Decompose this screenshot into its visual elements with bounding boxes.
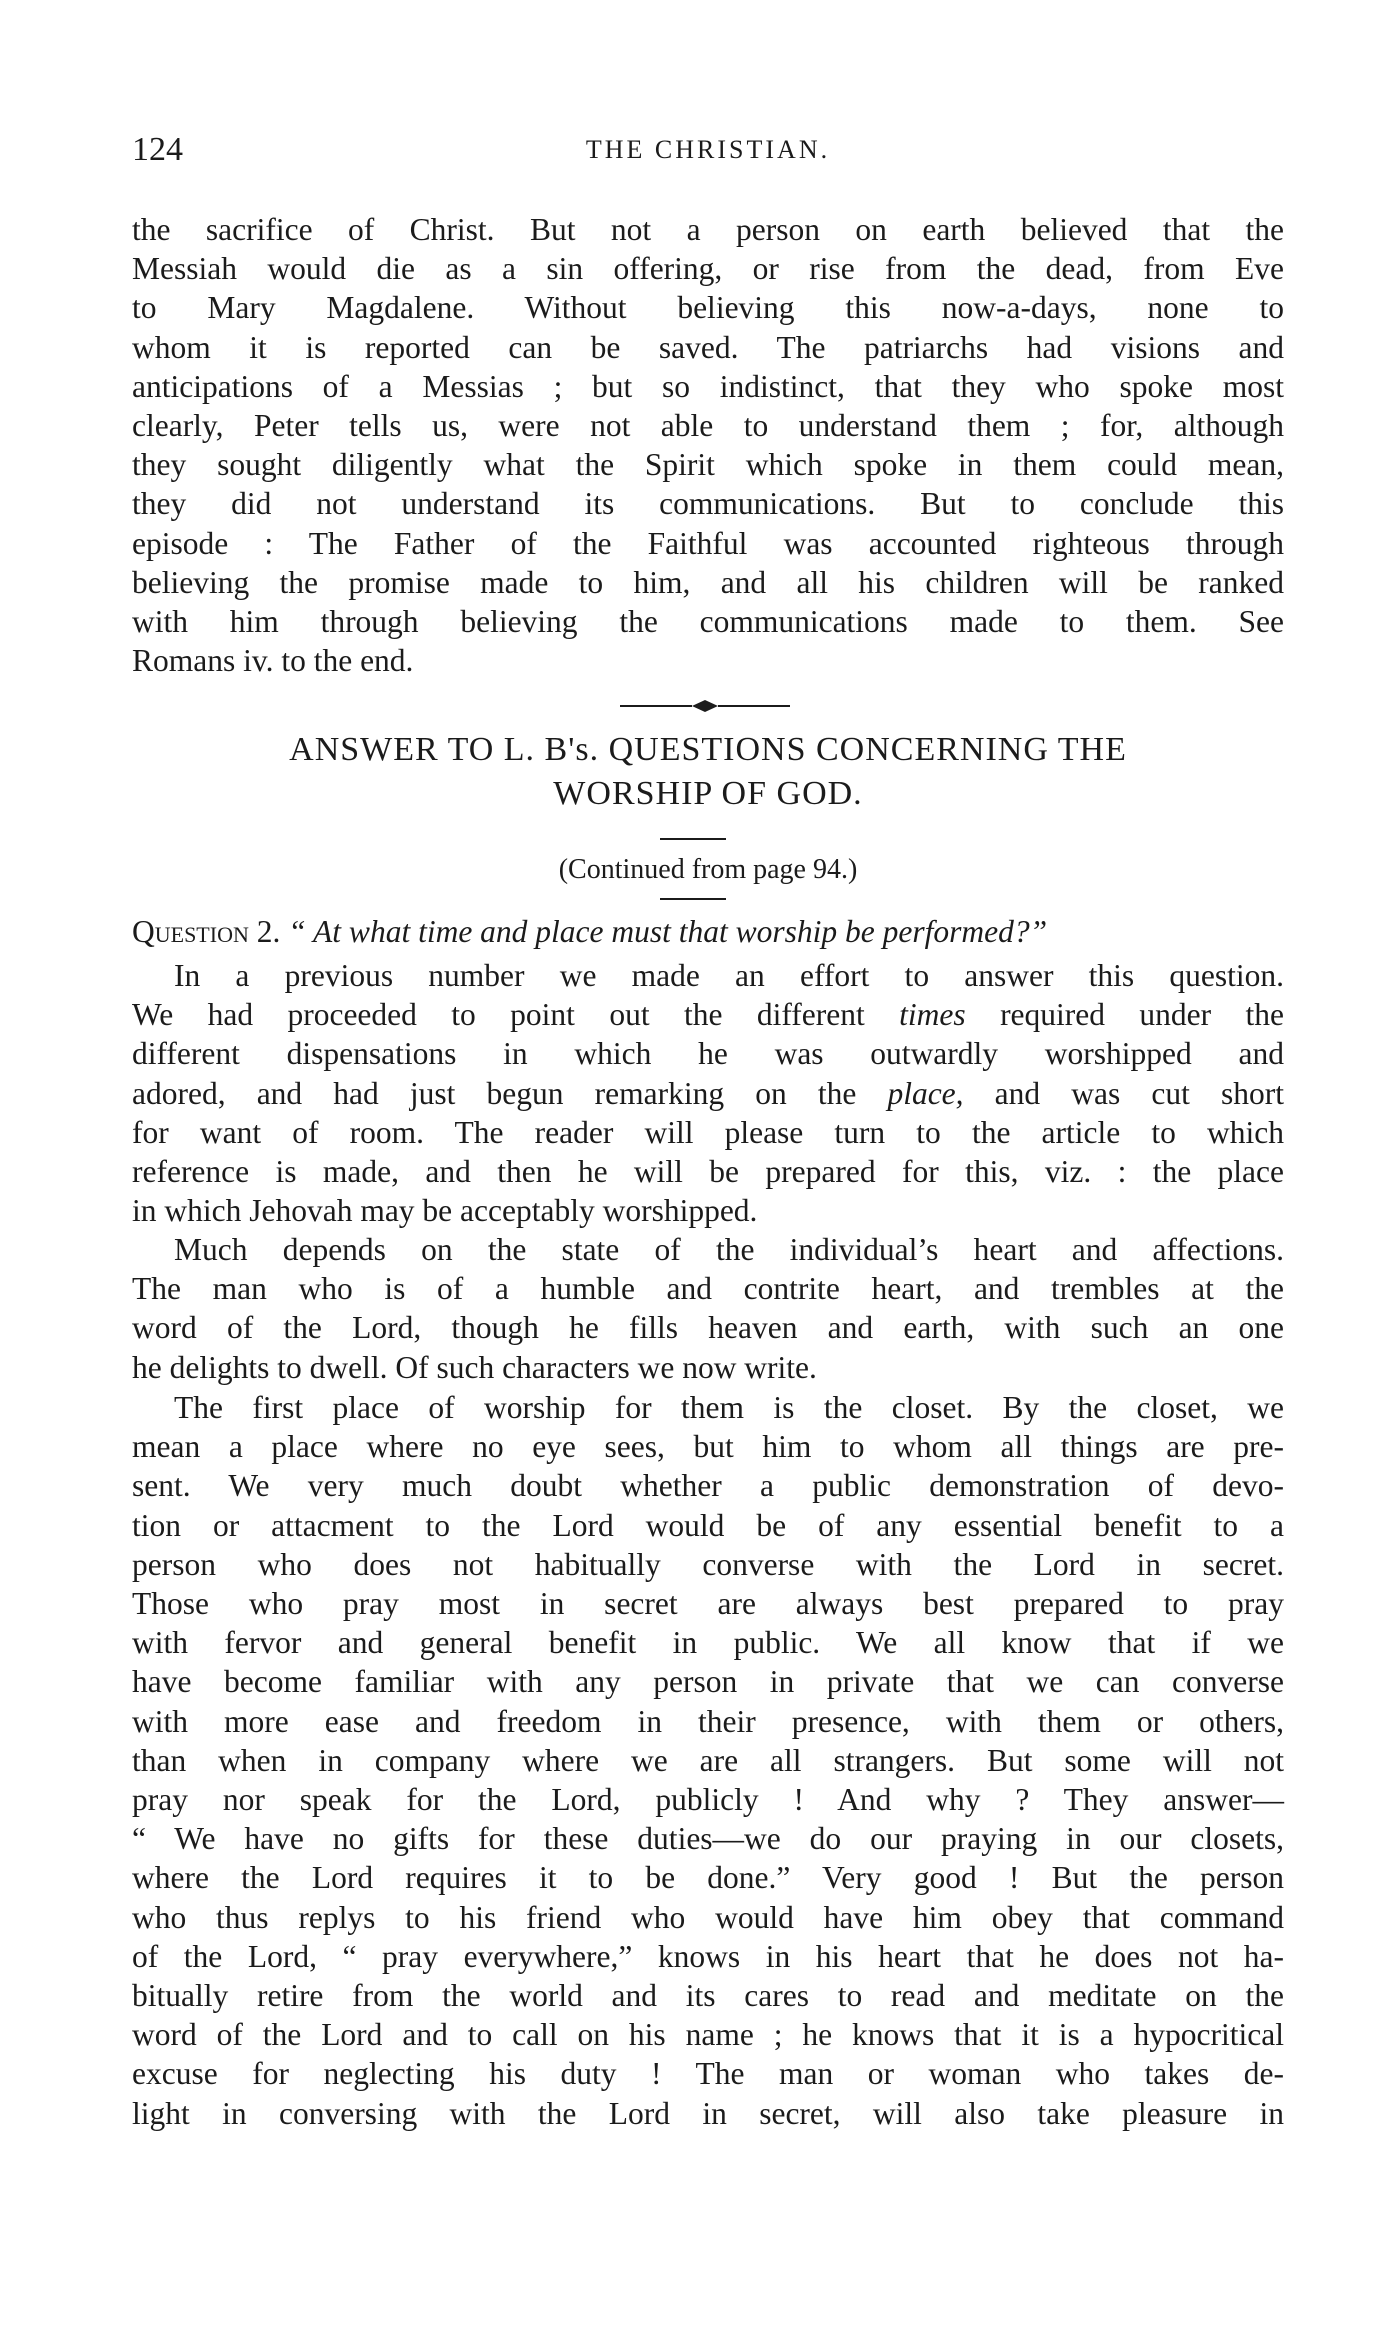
text-line: The first place of worship for them is the closet. By the closet, we	[174, 1390, 1284, 1425]
text-line: mean a place where no eye sees, but him to whom all things are pre-	[132, 1429, 1284, 1465]
continued-note: (Continued from page 94.)	[558, 854, 858, 885]
text-line: to Mary Magdalene. Without believing this now-a-days, none to	[132, 290, 1284, 326]
emphasis-times: times	[899, 997, 966, 1033]
page-header	[132, 128, 1284, 172]
text-line: reference is made, and then he will be prepared for this, viz. : the place	[132, 1154, 1284, 1190]
text-line: have become familiar with any person in private that we can converse	[132, 1664, 1284, 1700]
text-line: the sacrifice of Christ. But not a person on earth believed that the	[132, 212, 1284, 247]
text-line: with fervor and general benefit in public. We all know that if we	[132, 1625, 1284, 1661]
text-line: The man who is of a humble and contrite heart, and trembles at the	[132, 1271, 1284, 1307]
text-line: he delights to dwell. Of such characters we now write.	[132, 1349, 817, 1385]
text-line: Romans iv. to the end.	[132, 643, 414, 679]
text-line: than when in company where we are all strangers. But some will not	[132, 1742, 1284, 1778]
text-line: Those who pray most in secret are always best prepared to pray	[132, 1586, 1284, 1622]
text-run: adored, and had just begun remarking on the	[132, 1075, 857, 1111]
section-divider-ornament	[620, 696, 790, 716]
question-text: “ At what time and place must that worship be performed?”	[288, 914, 1048, 949]
paragraph	[132, 1230, 1284, 1387]
paragraph	[132, 1388, 1284, 2133]
text-line: excuse for neglecting his duty ! The man or woman who takes de-	[132, 2056, 1284, 2092]
text-line: with him through believing the communications made to them. See	[132, 604, 1284, 640]
paragraph-continuation	[132, 210, 1284, 680]
question-label: Question 2.	[132, 914, 281, 949]
text-line: “ We have no gifts for these duties—we do our praying in our closets,	[132, 1821, 1284, 1857]
text-line: of the Lord, “ pray everywhere,” knows in his heart that he does not ha-	[132, 1938, 1284, 1974]
text-line: word of the Lord and to call on his name ; he knows that it is a hypocritical	[132, 2017, 1284, 2053]
article-title	[132, 728, 1284, 816]
short-rule	[660, 898, 726, 900]
question-heading	[132, 912, 1284, 952]
text-line: anticipations of a Messias ; but so indistinct, that they who spoke most	[132, 368, 1284, 404]
text-line: bitually retire from the world and its cares to read and meditate on the	[132, 1978, 1284, 2014]
text-line: word of the Lord, though he fills heaven and earth, with such an one	[132, 1310, 1284, 1346]
text-line: in which Jehovah may be acceptably worshipped.	[132, 1193, 758, 1229]
text-line	[132, 995, 1284, 1034]
text-line: person who does not habitually converse with the Lord in secret.	[132, 1546, 1284, 1582]
text-line: different dispensations in which he was outwardly worshipped and	[132, 1036, 1284, 1072]
text-line: tion or attacment to the Lord would be of any essential benefit to a	[132, 1507, 1284, 1543]
running-title: THE CHRISTIAN.	[585, 135, 831, 164]
text-line: where the Lord requires it to be done.” Very good ! But the person	[132, 1860, 1284, 1896]
text-line: for want of room. The reader will please turn to the article to which	[132, 1114, 1284, 1150]
text-line: sent. We very much doubt whether a public demonstration of devo-	[132, 1468, 1284, 1504]
text-line: pray nor speak for the Lord, publicly ! And why ? They answer—	[132, 1782, 1284, 1818]
page-number: 124	[132, 131, 183, 168]
text-line: believing the promise made to him, and all his children will be ranked	[132, 564, 1284, 600]
text-line	[132, 1074, 1284, 1113]
text-line: episode : The Father of the Faithful was accounted righteous through	[132, 525, 1284, 561]
article-title-line: WORSHIP OF GOD.	[553, 775, 863, 812]
short-rule	[660, 838, 726, 840]
text-run: We had proceeded to point out the different	[132, 997, 865, 1033]
text-line: Much depends on the state of the individual’s heart and affections.	[174, 1232, 1284, 1267]
text-line: with more ease and freedom in their presence, with them or others,	[132, 1703, 1284, 1739]
text-line: they did not understand its communications. But to conclude this	[132, 486, 1284, 522]
text-line: Messiah would die as a sin offering, or rise from the dead, from Eve	[132, 251, 1284, 287]
text-line: clearly, Peter tells us, were not able to understand them ; for, although	[132, 408, 1284, 444]
emphasis-place: place,	[887, 1075, 964, 1111]
text-line: In a previous number we made an effort to answer this question.	[174, 958, 1284, 993]
article-title-line: ANSWER TO L. B's. QUESTIONS CONCERNING THE	[289, 731, 1127, 768]
text-line: who thus replys to his friend who would have him obey that command	[132, 1899, 1284, 1935]
text-line: light in conversing with the Lord in secret, will also take pleasure in	[132, 2095, 1284, 2131]
paragraph	[132, 956, 1284, 1230]
text-run: and was cut short	[994, 1075, 1284, 1111]
text-run: required under the	[1000, 997, 1285, 1033]
text-line: they sought diligently what the Spirit which spoke in them could mean,	[132, 447, 1284, 483]
text-line: whom it is reported can be saved. The patriarchs had visions and	[132, 329, 1284, 365]
